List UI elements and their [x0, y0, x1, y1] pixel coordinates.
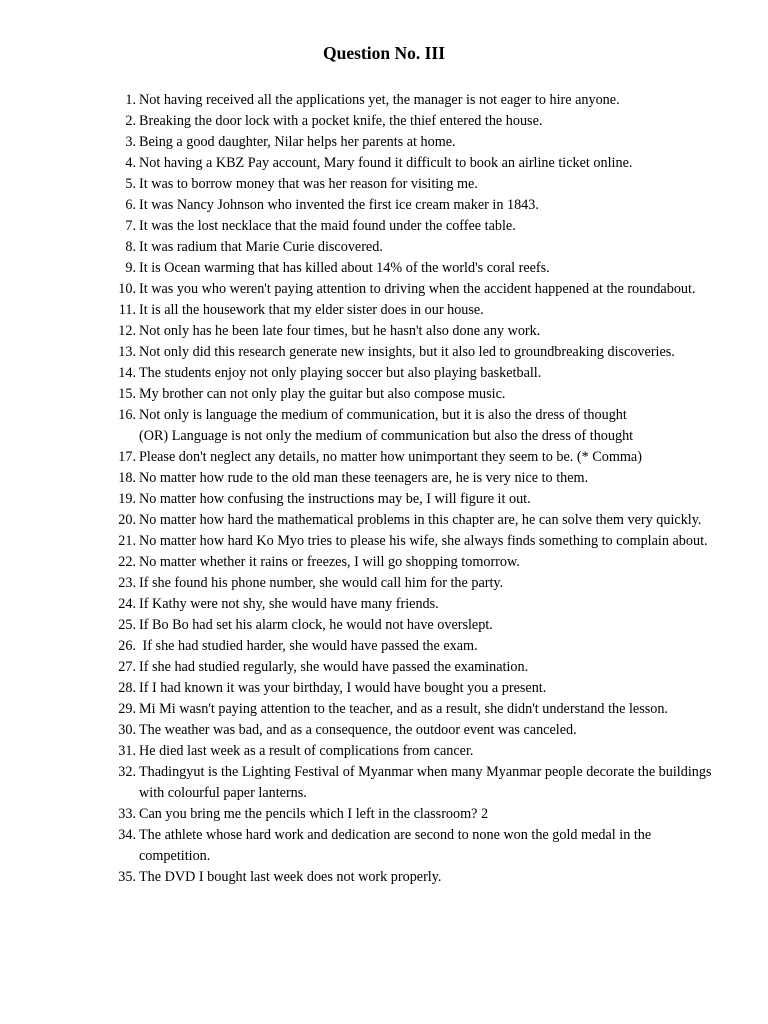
answer-text: If she had studied harder, she would have passed the exam. [139, 638, 478, 654]
answer-number: 9. [125, 260, 136, 276]
answer-text: Please don't neglect any details, no matter how unimportant they seem to be. (* Comma) [139, 449, 642, 465]
answer-text: No matter how hard Ko Myo tries to please his wife, she always finds something to complain about. [139, 533, 708, 549]
answer-number: 18. [118, 470, 136, 486]
answer-item [110, 237, 725, 258]
answer-text: It was Nancy Johnson who invented the first ice cream maker in 1843. [139, 197, 539, 213]
answer-number: 23. [118, 575, 136, 591]
answer-item [110, 447, 725, 468]
answer-number: 35. [118, 869, 136, 885]
answer-item [110, 678, 725, 699]
answer-number: 11. [118, 302, 136, 318]
answer-text: Can you bring me the pencils which I left in the classroom? 2 [139, 806, 489, 822]
answer-item [110, 657, 725, 678]
answer-text: It was to borrow money that was her reason for visiting me. [139, 176, 478, 192]
answer-text: Being a good daughter, Nilar helps her parents at home. [139, 134, 456, 150]
answer-item [110, 552, 725, 573]
answer-item [110, 489, 725, 510]
answer-number: 30. [118, 722, 136, 738]
answer-text: It was the lost necklace that the maid found under the coffee table. [139, 218, 516, 234]
page-title: Question No. III [322, 43, 446, 63]
answer-item [110, 636, 725, 657]
answer-text: It was radium that Marie Curie discovered. [139, 239, 383, 255]
answer-text: The DVD I bought last week does not work properly. [139, 869, 442, 885]
answer-item [110, 594, 725, 615]
answer-item [110, 363, 725, 384]
answer-list [110, 90, 725, 888]
answer-item [110, 90, 725, 111]
answer-number: 25. [118, 617, 136, 633]
answer-item [110, 300, 725, 321]
answer-item [110, 195, 725, 216]
answer-number: 31. [118, 743, 136, 759]
answer-number: 32. [118, 764, 136, 780]
answer-number: 1. [125, 92, 136, 108]
answer-item [110, 468, 725, 489]
answer-number: 19. [118, 491, 136, 507]
answer-item [110, 342, 725, 363]
answer-item [110, 405, 725, 447]
answer-item [110, 762, 725, 804]
answer-number: 22. [118, 554, 136, 570]
answer-number: 2. [125, 113, 136, 129]
answer-item [110, 720, 725, 741]
answer-number: 17. [118, 449, 136, 465]
answer-text: The students enjoy not only playing soccer but also playing basketball. [139, 365, 542, 381]
answer-item [110, 573, 725, 594]
answer-text: It is all the housework that my elder sister does in our house. [139, 302, 484, 318]
answer-text: If she had studied regularly, she would have passed the examination. [139, 659, 529, 675]
answer-number: 3. [125, 134, 136, 150]
answer-text: Mi Mi wasn't paying attention to the teacher, and as a result, she didn't understand the lesson. [139, 701, 668, 717]
answer-text: Not having received all the applications yet, the manager is not eager to hire anyone. [139, 92, 620, 108]
answer-number: 5. [125, 176, 136, 192]
answer-number: 6. [125, 197, 136, 213]
answer-text: Thadingyut is the Lighting Festival of Myanmar when many Myanmar people decorate the buildings with colourful paper lanterns. [139, 764, 716, 801]
answer-item [110, 111, 725, 132]
answer-text: If she found his phone number, she would call him for the party. [139, 575, 504, 591]
answer-number: 4. [125, 155, 136, 171]
answer-text: It was you who weren't paying attention to driving when the accident happened at the roundabout. [139, 281, 696, 297]
answer-item [110, 321, 725, 342]
answer-item [110, 279, 725, 300]
answer-item [110, 741, 725, 762]
answer-text: No matter how rude to the old man these teenagers are, he is very nice to them. [139, 470, 589, 486]
answer-number: 20. [118, 512, 136, 528]
answer-number: 16. [118, 407, 136, 423]
answer-number: 12. [118, 323, 136, 339]
answer-text: My brother can not only play the guitar but also compose music. [139, 386, 506, 402]
answer-text: Not only did this research generate new insights, but it also led to groundbreaking discoveries. [139, 344, 675, 360]
answer-number: 15. [118, 386, 136, 402]
answer-item [110, 258, 725, 279]
answer-item [110, 216, 725, 237]
answer-text: It is Ocean warming that has killed about 14% of the world's coral reefs. [139, 260, 550, 276]
answer-text: The weather was bad, and as a consequence, the outdoor event was canceled. [139, 722, 577, 738]
answer-text: Not only has he been late four times, but he hasn't also done any work. [139, 323, 541, 339]
answer-text: No matter how hard the mathematical problems in this chapter are, he can solve them very quickly. [139, 512, 702, 528]
answer-item [110, 132, 725, 153]
answer-text: Breaking the door lock with a pocket knife, the thief entered the house. [139, 113, 543, 129]
answer-text: He died last week as a result of complications from cancer. [139, 743, 474, 759]
answer-number: 28. [118, 680, 136, 696]
answer-number: 26. [118, 638, 136, 654]
answer-item [110, 825, 725, 867]
answer-text: The athlete whose hard work and dedication are second to none won the gold medal in the competition. [139, 827, 655, 864]
answer-text: No matter how confusing the instructions may be, I will figure it out. [139, 491, 531, 507]
answer-number: 8. [125, 239, 136, 255]
answer-number: 13. [118, 344, 136, 360]
answer-item [110, 510, 725, 531]
answer-number: 14. [118, 365, 136, 381]
answer-item [110, 615, 725, 636]
answer-item [110, 531, 725, 552]
answer-number: 29. [118, 701, 136, 717]
answer-text: Not only is language the medium of communication, but it is also the dress of thought (OR) Language is not only the medium of communication but also the dress of thought [139, 407, 634, 444]
answer-text: If Kathy were not shy, she would have many friends. [139, 596, 439, 612]
answer-text: If Bo Bo had set his alarm clock, he would not have overslept. [139, 617, 493, 633]
answer-number: 34. [118, 827, 136, 843]
answer-text: Not having a KBZ Pay account, Mary found it difficult to book an airline ticket online. [139, 155, 633, 171]
answer-item [110, 804, 725, 825]
answer-number: 27. [118, 659, 136, 675]
answer-text: No matter whether it rains or freezes, I will go shopping tomorrow. [139, 554, 520, 570]
answer-item [110, 699, 725, 720]
answer-number: 33. [118, 806, 136, 822]
answer-text: If I had known it was your birthday, I would have bought you a present. [139, 680, 547, 696]
answer-item [110, 153, 725, 174]
answer-item [110, 384, 725, 405]
answer-number: 10. [118, 281, 136, 297]
answer-number: 7. [125, 218, 136, 234]
answer-number: 24. [118, 596, 136, 612]
answer-number: 21. [118, 533, 136, 549]
answer-item [110, 867, 725, 888]
answer-item [110, 174, 725, 195]
